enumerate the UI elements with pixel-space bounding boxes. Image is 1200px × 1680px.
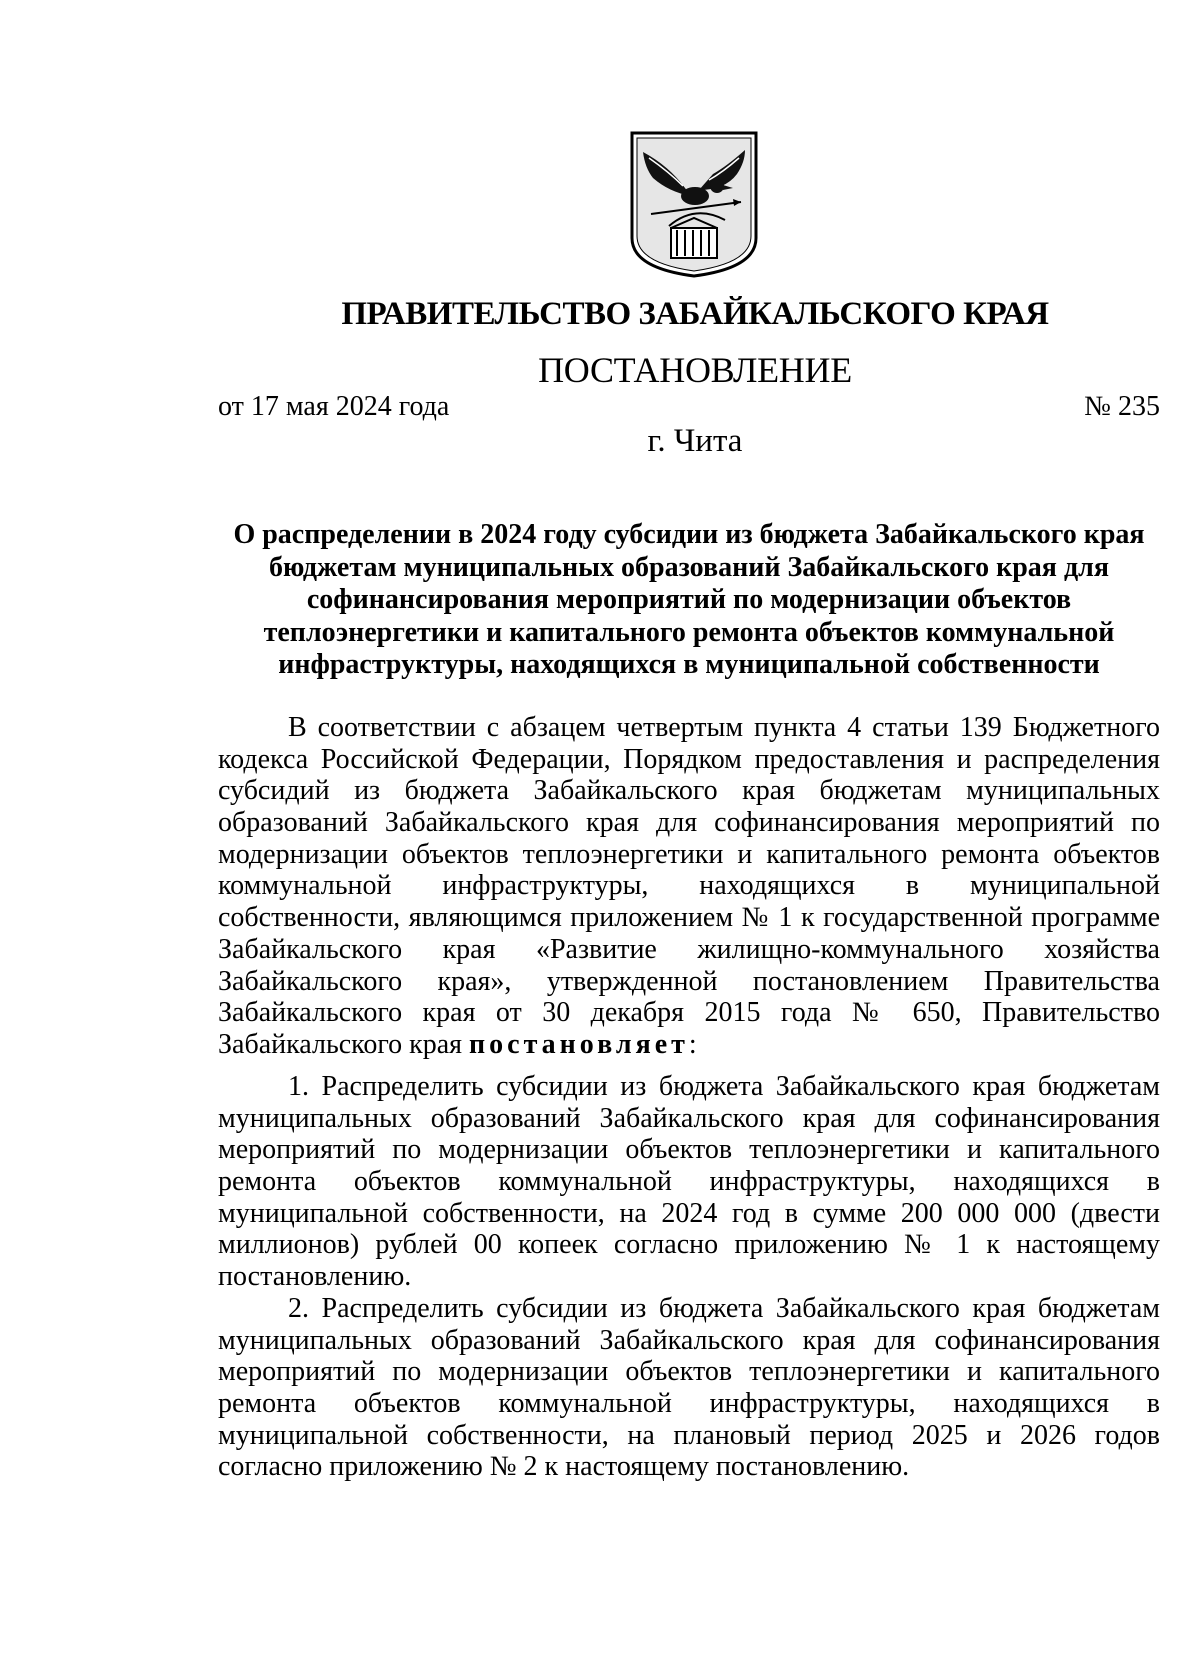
document-city: г. Чита xyxy=(647,423,743,459)
paragraph-line: субсидий из бюджета Забайкальского края бюджетам муниципальных xyxy=(218,775,1160,807)
decree-word: постановляет xyxy=(469,1028,689,1060)
paragraph-line: кодекса Российской Федерации, Порядком предоставления и распределения xyxy=(218,743,1160,775)
paragraph-line: коммунальной инфраструктуры, находящихся в муниципальной xyxy=(218,870,1160,902)
paragraph-line: 1. Распределить субсидии из бюджета Забайкальского края бюджетам xyxy=(288,1071,1160,1102)
paragraph-line: Забайкальского края «Развитие жилищно-коммунального хозяйства xyxy=(218,933,1160,965)
paragraph-line: ремонта объектов коммунальной инфраструктуры, находящихся в xyxy=(218,1388,1160,1420)
paragraph-line: муниципальных образований Забайкальского края для софинансирования xyxy=(218,1324,1160,1356)
document-type: ПОСТАНОВЛЕНИЕ xyxy=(538,350,852,390)
subject-line: О распределении в 2024 году субсидии из бюджета Забайкальского края xyxy=(233,519,1145,550)
subject-line: софинансирования мероприятий по модернизации объектов xyxy=(306,584,1072,615)
paragraph-line: муниципальных образований Забайкальского края для софинансирования xyxy=(218,1102,1160,1134)
preamble-last-text: Забайкальского края xyxy=(218,1028,463,1060)
government-title: ПРАВИТЕЛЬСТВО ЗАБАЙКАЛЬСКОГО КРАЯ xyxy=(341,296,1049,332)
item-2-paragraph xyxy=(218,1293,1160,1483)
paragraph-line: Забайкальского края», утвержденной постановлением Правительства xyxy=(218,965,1160,997)
paragraph-line: миллионов) рублей 00 копеек согласно приложению № 1 к настоящему xyxy=(218,1229,1160,1261)
paragraph-line: мероприятий по модернизации объектов теплоэнергетики и капитального xyxy=(218,1134,1160,1166)
coat-of-arms-emblem xyxy=(629,130,759,278)
preamble-paragraph xyxy=(218,712,1160,1061)
subject-line: инфраструктуры, находящихся в муниципальной собственности xyxy=(278,649,1100,680)
paragraph-line: В соответствии с абзацем четвертым пункта 4 статьи 139 Бюджетного xyxy=(288,712,1160,743)
paragraph-line-last xyxy=(218,1029,1160,1061)
paragraph-line-last: согласно приложению № 2 к настоящему постановлению. xyxy=(218,1451,910,1483)
paragraph-line: Забайкальского края от 30 декабря 2015 года № 650, Правительство xyxy=(218,997,1160,1029)
paragraph-line: собственности, являющимся приложением № 1 к государственной программе xyxy=(218,902,1160,934)
document-subject xyxy=(218,519,1160,682)
document-number: № 235 xyxy=(1084,391,1160,422)
paragraph-line: муниципальной собственности, на плановый период 2025 и 2026 годов xyxy=(218,1419,1160,1451)
document-date: от 17 мая 2024 года xyxy=(218,391,450,422)
decree-colon: : xyxy=(688,1028,697,1060)
paragraph-line: мероприятий по модернизации объектов теплоэнергетики и капитального xyxy=(218,1356,1160,1388)
paragraph-line-last: постановлению. xyxy=(218,1261,412,1293)
item-1-paragraph xyxy=(218,1071,1160,1293)
paragraph-line: муниципальной собственности, на 2024 год в сумме 200 000 000 (двести xyxy=(218,1197,1160,1229)
paragraph-line: ремонта объектов коммунальной инфраструктуры, находящихся в xyxy=(218,1166,1160,1198)
paragraph-line: образований Забайкальского края для софинансирования мероприятий по xyxy=(218,807,1160,839)
paragraph-line: 2. Распределить субсидии из бюджета Забайкальского края бюджетам xyxy=(288,1293,1160,1324)
subject-line: бюджетам муниципальных образований Забайкальского края для xyxy=(269,551,1109,583)
subject-line: теплоэнергетики и капитального ремонта объектов коммунальной xyxy=(263,616,1115,648)
paragraph-line: модернизации объектов теплоэнергетики и капитального ремонта объектов xyxy=(218,838,1160,870)
